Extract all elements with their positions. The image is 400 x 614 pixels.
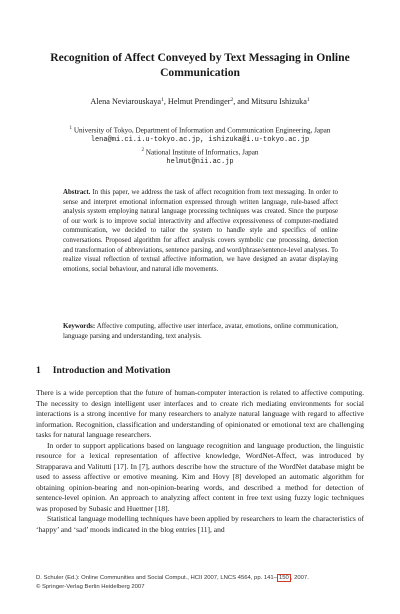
- author-name: Helmut Prendinger: [167, 97, 231, 106]
- author-name: Mitsuru Ishizuka: [251, 97, 307, 106]
- abstract-label: Abstract.: [63, 189, 91, 196]
- affiliation-text: National Institute of Informatics, Japan: [145, 147, 259, 156]
- affiliation-2-email: helmut@nii.ac.jp: [166, 157, 234, 166]
- affiliation-mark: 2: [141, 147, 144, 153]
- citation-text-end: , 2007.: [290, 575, 309, 581]
- highlighted-page-number: 150: [278, 575, 289, 581]
- affiliation-mark: 2: [230, 97, 234, 103]
- affiliations: [20, 124, 380, 167]
- author-separator: ,: [163, 97, 168, 106]
- citation-line: [36, 574, 376, 583]
- affiliation-mark: 1: [69, 126, 73, 131]
- affiliation-2: [20, 146, 380, 158]
- section-heading: [36, 365, 170, 377]
- page-footer: [36, 574, 376, 591]
- keywords: [63, 322, 338, 341]
- abstract: [63, 188, 338, 274]
- affiliation-text: University of Tokyo, Department of Information and Communication Engineering, Japan: [73, 126, 331, 135]
- paragraph: There is a wide perception that the future of human-computer interaction is related to affective computing. The necessity to design intelligent user interfaces and to create rich mediating environments for social interactions is a strong incentive for many researchers to analyze natural language with regard to affective information. Recognition, classification and understanding of opinionated or emotional text are challenging tasks for natural language researchers.: [36, 388, 364, 439]
- body-text: [36, 388, 364, 535]
- abstract-text: In this paper, we address the task of affect recognition from text messaging. In order to sense and interpret emotional information expressed through written language, rule-based affect analysis system employing natural language processing techniques was created. Since the purpose of our work is to improve social interactivity and affective expressiveness of computer-mediated communication, we decided to tailor the system to handle style and specifics of online conversations. Proposed algorithm for affect analysis covers symbolic cue processing, detection and transformation of abbreviations, sentence parsing, and word/phrase/sentence-level analyses. To realize visual reflection of textual affective information, we have designed an avatar displaying emotions, social behaviour, and natural idle movements.: [63, 189, 338, 273]
- affiliation-mark: 1: [306, 97, 310, 103]
- copyright-line: © Springer-Verlag Berlin Heidelberg 2007: [36, 583, 145, 590]
- section-title: Introduction and Motivation: [52, 365, 171, 376]
- affiliation-1: [20, 124, 380, 136]
- section-number: 1: [36, 365, 41, 376]
- keywords-text: Affective computing, affective user interface, avatar, emotions, online communication, language parsing and understanding, text analysis.: [63, 323, 339, 340]
- keywords-label: Keywords:: [63, 323, 96, 330]
- affiliation-mark: 1: [161, 97, 164, 103]
- author-separator: , and: [233, 97, 252, 106]
- affiliation-1-emails: lena@mi.ci.i.u-tokyo.ac.jp, ishizuka@i.u-tokyo.ac.jp: [90, 135, 310, 144]
- author-name: Alena Neviarouskaya: [90, 97, 162, 106]
- citation-text: D. Schuler (Ed.): Online Communities and Social Comput., HCII 2007, LNCS 4564, pp. 141–: [36, 575, 277, 581]
- paragraph: Statistical language modelling techniques have been applied by researchers to learn the characteristics of ‘happy’ and ‘sad’ moods indicated in the blog entries [11], and: [36, 514, 364, 534]
- author-line: [30, 96, 370, 107]
- paragraph: In order to support applications based on language recognition and language production, the linguistic resource for a lexical representation of affective knowledge, WordNet-Affect, was introduced by Strapparava and Valitutti [17]. In [7], authors describe how the structure of the WordNet database might be used to assess affective or emotive meaning. Kim and Hovy [8] developed an automatic algorithm for obtaining opinion-bearing and non-opinion-bearing words, and described a method for detection of sentence-level opinion. An approach to analyzing affect content in free text using fuzzy logic techniques was proposed by Subasic and Huettner [18].: [36, 440, 364, 513]
- paper-title: Recognition of Affect Conveyed by Text Messaging in Online Communication: [50, 51, 350, 79]
